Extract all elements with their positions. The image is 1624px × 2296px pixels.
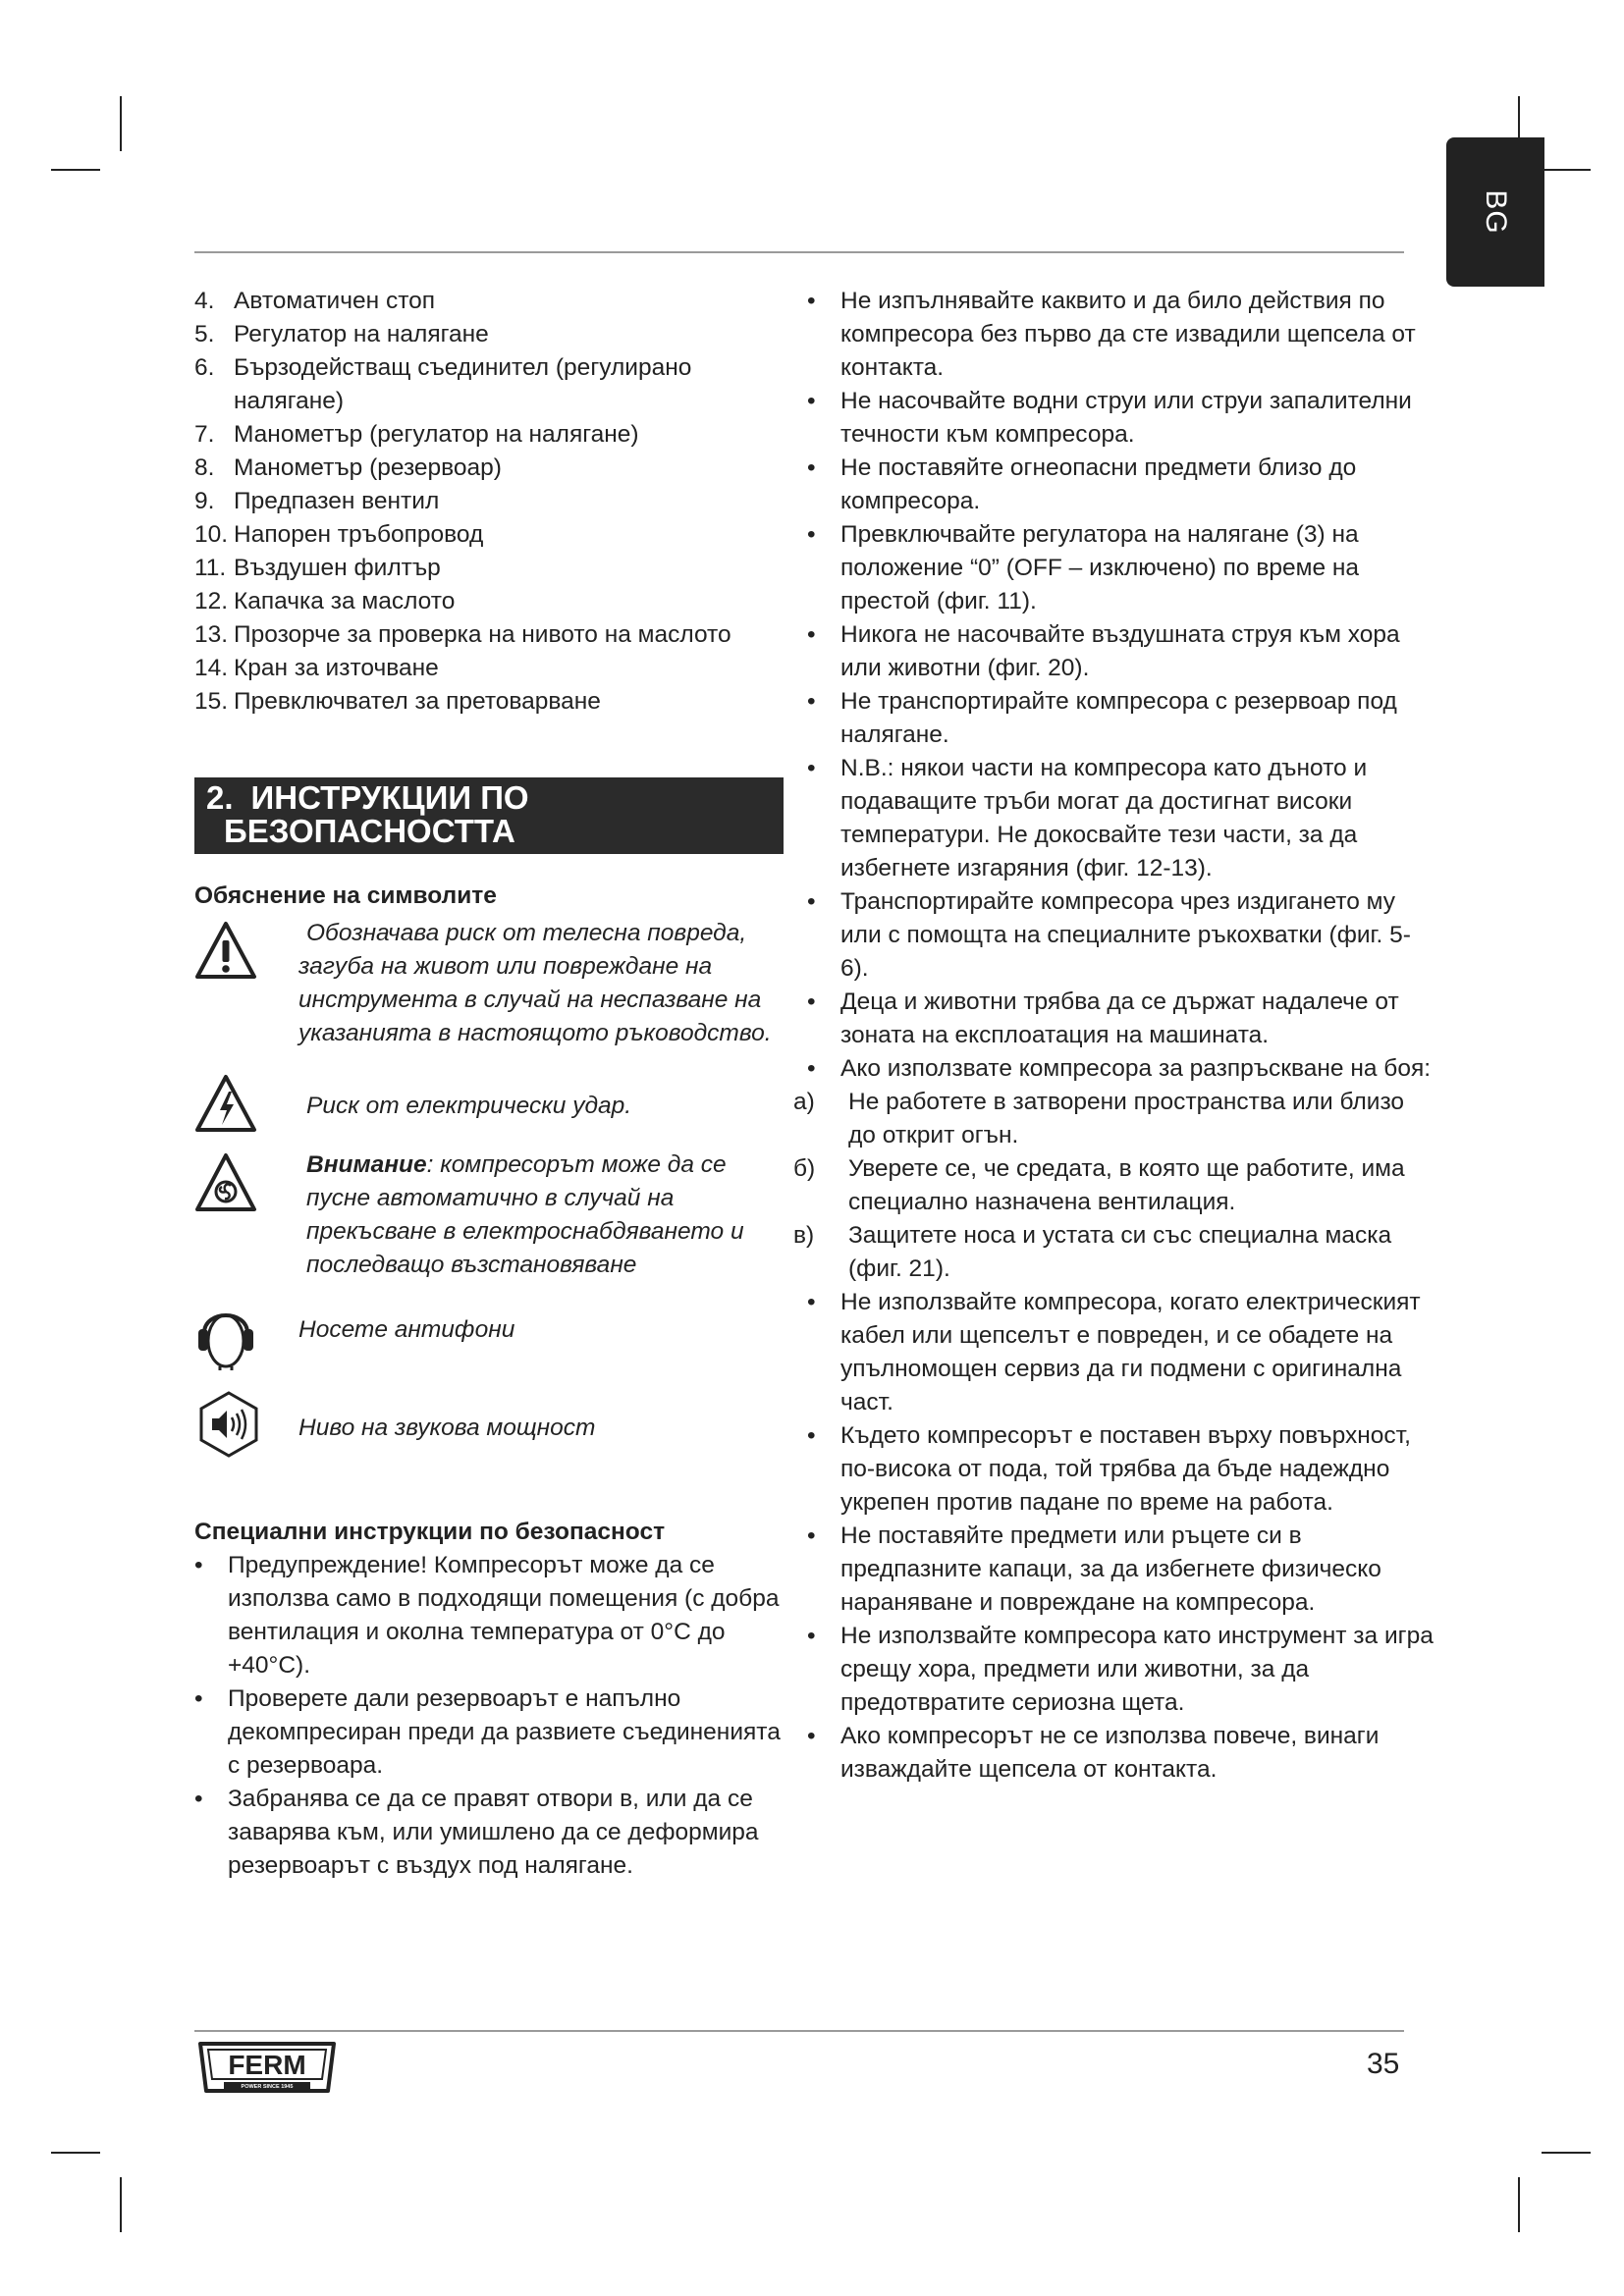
- left-column: [194, 285, 788, 1883]
- crop-mark: [1542, 2152, 1591, 2154]
- electric-shock-icon: [194, 1074, 257, 1133]
- warning-triangle-icon: [194, 921, 257, 980]
- list-item: 4. Автоматичен стоп: [194, 288, 436, 314]
- list-item: б) Уверете се, че средата, в която ще работите, има специално назначена вентилация.: [793, 1155, 1405, 1215]
- warning-label: Внимание: [306, 1151, 427, 1178]
- list-item: 8. Манометър (резервоар): [194, 454, 502, 481]
- auto-start-fan-icon: [194, 1152, 257, 1213]
- list-item: 11. Въздушен филтър: [194, 555, 441, 581]
- list-item: 10. Напорен тръбопровод: [194, 521, 484, 548]
- crop-mark: [120, 2177, 122, 2232]
- list-item: • Деца и животни трябва да се държат надалече от зоната на експлоатация на машината.: [807, 988, 1399, 1048]
- list-item: • Не поставяйте предмети или ръцете си в предпазните капаци, за да избегнете физическо нараняване и повреждане на компресора.: [807, 1522, 1381, 1616]
- header-rule: [194, 251, 1404, 253]
- symbols-heading: Обяснение на символите: [194, 882, 497, 909]
- crop-mark: [1542, 169, 1591, 171]
- list-item: • Не използвайте компресора, когато електрическият кабел или щепселът е повреден, и се обадете на упълномощен сервиз да ги подмени с оригинална част.: [807, 1289, 1421, 1415]
- list-item: 7. Манометър (регулатор на налягане): [194, 421, 639, 448]
- footer-rule: [194, 2030, 1404, 2032]
- symbol-row: Внимание: компресорът може да се пусне автоматично в случай на прекъсване в електроснабдяването и последващо възстановяване: [194, 1148, 788, 1282]
- list-item: • Не изпълнявайте каквито и да било действия по компресора без първо да сте извадили щепсела от контакта.: [807, 288, 1416, 381]
- list-item: • Проверете дали резервоарът е напълно декомпресиран преди да развиете съединенията с резервоара.: [194, 1685, 781, 1779]
- list-item: • Не насочвайте водни струи или струи запалителни течности към компресора.: [807, 388, 1412, 448]
- ferm-logo: [194, 2042, 340, 2099]
- svg-text:POWER SINCE 1945: POWER SINCE 1945: [241, 2084, 294, 2090]
- list-item: • Не транспортирайте компресора с резервоар под налягане.: [807, 688, 1397, 748]
- crop-mark: [120, 96, 122, 151]
- list-item: в) Защитете носа и устата си със специална маска (фиг. 21).: [793, 1222, 1392, 1282]
- symbol-row: Ниво на звукова мощност: [194, 1386, 788, 1459]
- list-item: 12. Капачка за маслото: [194, 588, 456, 614]
- list-item: • Никога не насочвайте въздушната струя към хора или животни (фиг. 20).: [807, 621, 1400, 681]
- crop-mark: [51, 2152, 100, 2154]
- list-item: • N.B.: някои части на компресора като дъното и подаващите тръби могат да достигнат високи температури. Не докосвайте тези части, за да избегнете изгаряния (фиг. 12-13).: [807, 755, 1368, 881]
- list-item: 6. Бързодействащ съединител (регулирано налягане): [194, 354, 692, 414]
- list-item: 9. Предпазен вентил: [194, 488, 440, 514]
- language-tab-label: BG: [1480, 189, 1512, 235]
- right-bullet-list: [793, 285, 1435, 1787]
- list-item: • Превключвайте регулатора на налягане (3) на положение “0” (OFF – изключено) по време на престой (фиг. 11).: [807, 521, 1360, 614]
- ear-protection-icon: [194, 1304, 257, 1372]
- right-column: [793, 285, 1435, 1787]
- crop-mark: [1518, 2177, 1520, 2232]
- list-item: • Не поставяйте огнеопасни предмети близо до компресора.: [807, 454, 1357, 514]
- list-item: • Ако използвате компресора за разпръскване на боя:: [807, 1055, 1432, 1082]
- sound-power-icon: [194, 1390, 263, 1459]
- list-item: • Ако компресорът не се използва повече, винаги изваждайте щепсела от контакта.: [807, 1723, 1380, 1783]
- list-item: 14. Кран за източване: [194, 655, 439, 681]
- list-item: • Където компресорът е поставен върху повърхност, по-висока от пода, той трябва да бъде надеждно укрепен против падане по време на работа.: [807, 1422, 1411, 1516]
- list-item: 5. Регулатор на налягане: [194, 321, 489, 347]
- symbol-row: Обозначава риск от телесна повреда, загуба на живот или повреждане на инструмента в случай на неспазване на указанията в настоящото ръководство.: [194, 917, 788, 1050]
- left-bullet-list: [194, 1549, 788, 1883]
- symbol-row: Носете антифони: [194, 1300, 788, 1372]
- language-tab: [1446, 137, 1544, 287]
- list-item: а) Не работете в затворени пространства или близо до открит огън.: [793, 1089, 1405, 1148]
- symbol-row: Риск от електрически удар.: [194, 1070, 788, 1133]
- crop-mark: [51, 169, 100, 171]
- page-number: 35: [1367, 2048, 1400, 2080]
- svg-text:FERM: FERM: [228, 2050, 306, 2080]
- list-item: • Транспортирайте компресора чрез издигането му или с помощта на специалните ръкохватки (фиг. 5-6).: [807, 888, 1411, 982]
- list-item: • Предупреждение! Компресорът може да се използва само в подходящи помещения (с добра вентилация и околна температура от 0°C до +40°C).: [194, 1552, 780, 1679]
- list-item: 15. Превключвател за претоварване: [194, 688, 601, 715]
- list-item: • Не използвайте компресора като инструмент за игра срещу хора, предмети или животни, за да предотвратите сериозна щета.: [807, 1623, 1434, 1716]
- list-item: • Забранява се да се правят отвори в, или да се заварява към, или умишлено да се деформира резервоарът с въздух под налягане.: [194, 1786, 759, 1879]
- list-item: 13. Прозорче за проверка на нивото на маслото: [194, 621, 731, 648]
- special-instructions-heading: Специални инструкции по безопасност: [194, 1519, 666, 1545]
- parts-list: [194, 285, 788, 719]
- section-title: 2. ИНСТРУКЦИИ ПО БЕЗОПАСНОСТТА: [194, 777, 784, 854]
